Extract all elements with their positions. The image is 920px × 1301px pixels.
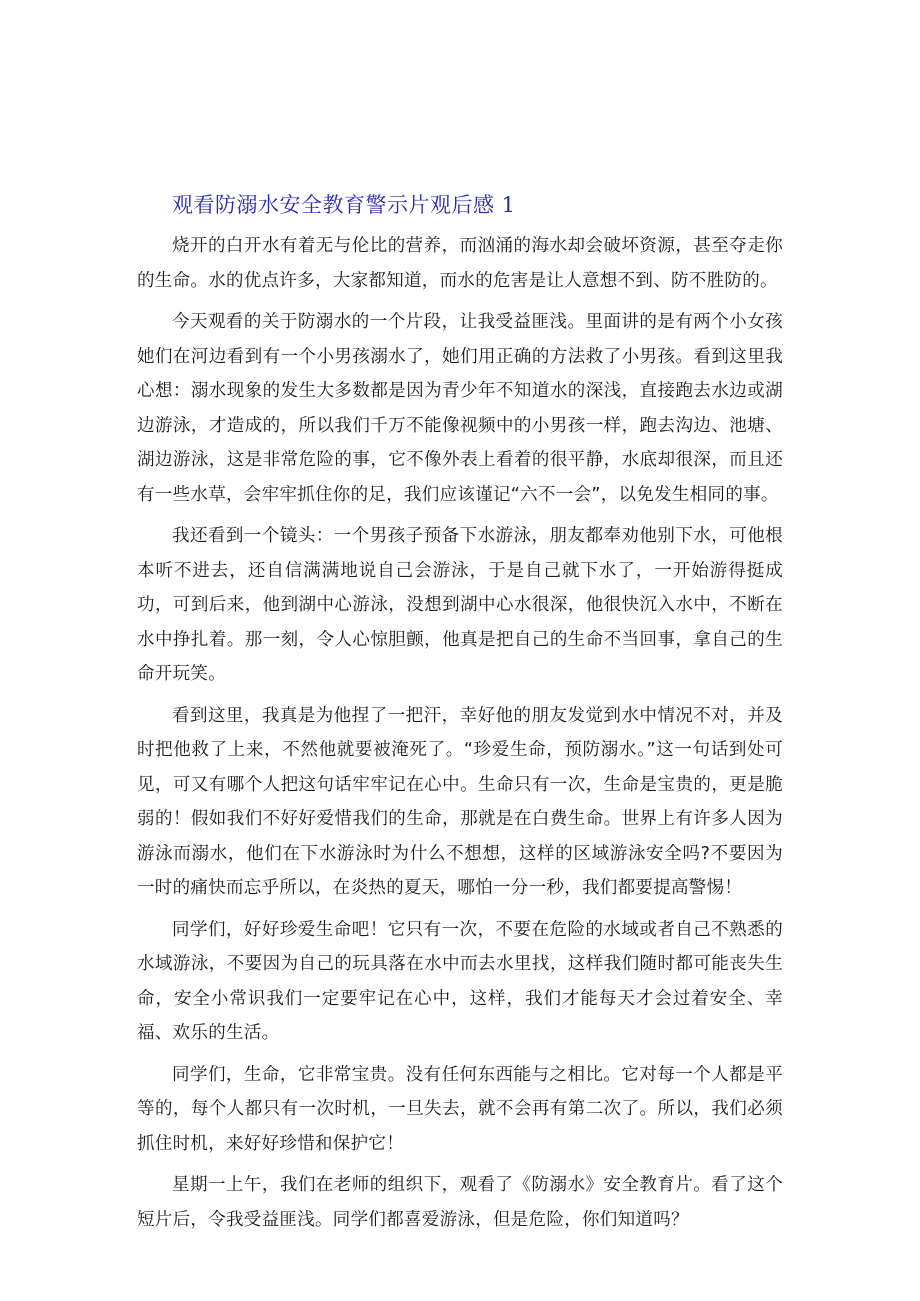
paragraph: 看到这里，我真是为他捏了一把汗，幸好他的朋友发觉到水中情况不对，并及时把他救了上来，不然他就要被淹死了。“珍爱生命，预防溺水。”这一句话到处可见，可又有哪个人把这句话牢牢记在心中。生命只有一次，生命是宝贵的，更是脆弱的！假如我们不好好爱惜我们的生命，那就是在白费生命。世界上有许多人因为游泳而溺水，他们在下水游泳时为什么不想想，这样的区域游泳安全吗?不要因为一时的痛快而忘乎所以，在炎热的夏天，哪怕一分一秒，我们都要提高警惕！ xyxy=(137,705,783,898)
paragraph: 星期一上午，我们在老师的组织下，观看了《防溺水》安全教育片。看了这个短片后，令我受益匪浅。同学们都喜爱游泳，但是危险，你们知道吗？ xyxy=(137,1175,783,1230)
paragraph: 同学们，好好珍爱生命吧！它只有一次，不要在危险的水域或者自己不熟悉的水域游泳，不要因为自己的玩具落在水中而去水里找，这样我们随时都可能丧失生命，安全小常识我们一定要牢记在心中，这样，我们才能每天才会过着安全、幸福、欢乐的生活。 xyxy=(137,919,783,1043)
document-body xyxy=(137,229,783,1244)
paragraph: 我还看到一个镜头：一个男孩子预备下水游泳，朋友都奉劝他别下水，可他根本听不进去，还自信满满地说自己会游泳，于是自己就下水了，一开始游得挺成功，可到后来，他到湖中心游泳，没想到湖中心水很深，他很快沉入水中，不断在水中挣扎着。那一刻，令人心惊胆颤，他真是把自己的生命不当回事，拿自己的生命开玩笑。 xyxy=(137,526,783,684)
paragraph: 同学们，生命，它非常宝贵。没有任何东西能与之相比。它对每一个人都是平等的，每个人都只有一次时机，一旦失去，就不会再有第二次了。所以，我们必须抓住时机，来好好珍惜和保护它！ xyxy=(137,1064,783,1154)
paragraph: 烧开的白开水有着无与伦比的营养，而汹涌的海水却会破坏资源，甚至夺走你的生命。水的优点许多，大家都知道，而水的危害是让人意想不到、防不胜防的。 xyxy=(137,236,783,291)
paragraph: 今天观看的关于防溺水的一个片段，让我受益匪浅。里面讲的是有两个小女孩她们在河边看到有一个小男孩溺水了，她们用正确的方法救了小男孩。看到这里我心想：溺水现象的发生大多数都是因为青少年不知道水的深浅，直接跑去水边或湖边游泳，才造成的，所以我们千万不能像视频中的小男孩一样，跑去沟边、池塘、湖边游泳，这是非常危险的事，它不像外表上看着的很平静，水底却很深，而且还有一些水草，会牢牢抓住你的足，我们应该谨记“六不一会”，以免发生相同的事。 xyxy=(137,312,783,505)
document-title: 观看防溺水安全教育警示片观后感 1 xyxy=(172,193,516,217)
